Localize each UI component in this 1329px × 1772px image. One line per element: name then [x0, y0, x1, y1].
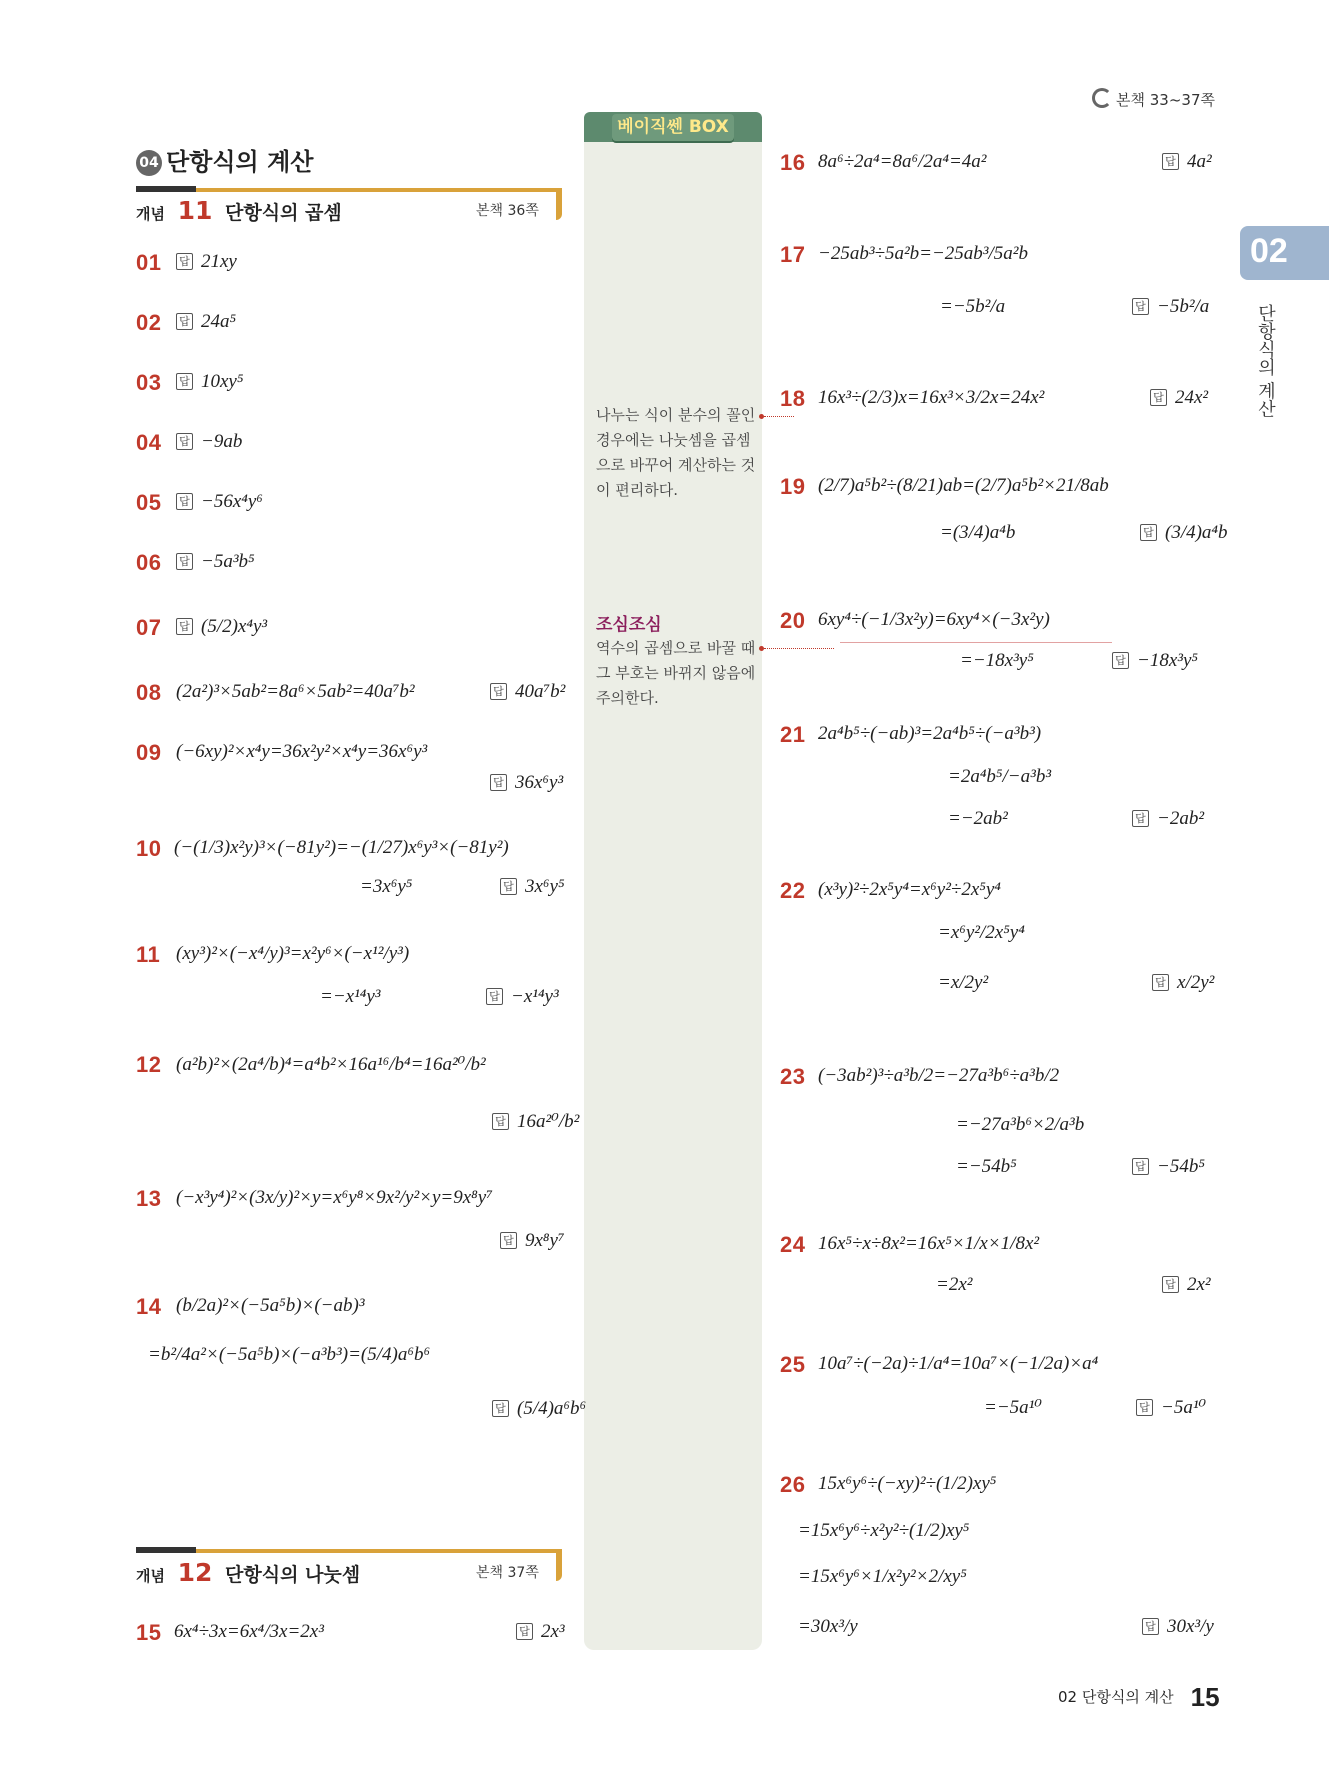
- answer-icon: [492, 1400, 509, 1417]
- answer-icon: [490, 683, 507, 700]
- problem-number: 25: [780, 1352, 806, 1377]
- problem-number: 08: [136, 680, 162, 705]
- ref-icon: [1092, 88, 1112, 108]
- problem-number: 05: [136, 490, 162, 515]
- answer-icon: [492, 1113, 509, 1130]
- section-badge: 04: [136, 150, 162, 176]
- answer-icon: [1112, 652, 1129, 669]
- answer-icon: [176, 313, 193, 330]
- answer: 답 −5a³b⁵: [176, 551, 255, 573]
- concept11-heading: 개념 11 단항식의 곱셈: [136, 196, 342, 225]
- solution: (−3ab²)³÷a³b/2=−27a³b⁶÷a³b/2: [818, 1065, 1060, 1086]
- basic-box-note1: 나누는 식이 분수의 꼴인 경우에는 나눗셈을 곱셈으로 바꾸어 계산하는 것이 편리하다.: [596, 406, 756, 499]
- solution-step: =15x⁶y⁶÷x²y²÷(1/2)xy⁵: [798, 1520, 970, 1541]
- problem-number: 14: [136, 1294, 162, 1319]
- solution-step: =2a⁴b⁵/−a³b³: [948, 766, 1052, 787]
- concept11-bar-gold: [196, 188, 560, 192]
- answer: 답 −5b²/a: [1132, 296, 1209, 318]
- answer: 답16a²⁰/b²: [492, 1110, 579, 1133]
- problem-number: 20: [780, 608, 806, 633]
- solution-step: =x⁶y²/2x⁵y⁴: [938, 922, 1025, 943]
- answer: 답 2x²: [1162, 1274, 1211, 1296]
- problem-number: 06: [136, 550, 162, 575]
- problem-number: 22: [780, 878, 806, 903]
- solution-step: =−x¹⁴y³: [320, 986, 381, 1007]
- solution: 16x⁵÷x÷8x²=16x⁵×1/x×1/8x²: [818, 1233, 1040, 1254]
- basic-box-note2: 역수의 곱셈으로 바꿀 때 그 부호는 바뀌지 않음에 주의한다.: [596, 639, 756, 707]
- answer: 답 3x⁶y⁵: [500, 876, 565, 898]
- page-number: 15: [1190, 1682, 1220, 1712]
- solution: 8a⁶÷2a⁴=8a⁶/2a⁴=4a²: [818, 151, 987, 172]
- chapter-tab-title: 단항식의 계산: [1255, 304, 1276, 418]
- footer: [1058, 1682, 1220, 1713]
- answer: 답9x⁸y⁷: [500, 1230, 565, 1252]
- solution: 2a⁴b⁵÷(−ab)³=2a⁴b⁵÷(−a³b³): [818, 723, 1042, 744]
- section-title: 04 단항식의 계산: [136, 142, 313, 177]
- problem-number: 04: [136, 430, 162, 455]
- solution: (a²b)²×(2a⁴/b)⁴=a⁴b²×16a¹⁶/b⁴=16a²⁰/b²: [176, 1054, 486, 1075]
- solution-step: =2x²: [936, 1274, 973, 1295]
- solution-step: =30x³/y: [798, 1616, 858, 1637]
- solution: 6x⁴÷3x=6x⁴/3x=2x³: [174, 1621, 324, 1642]
- answer-icon: [176, 553, 193, 570]
- problem-number: 11: [136, 942, 161, 967]
- basic-box: [584, 120, 762, 1650]
- problem-number: 02: [136, 310, 162, 335]
- answer-icon: [176, 253, 193, 270]
- answer: 답 30x³/y: [1142, 1616, 1214, 1638]
- problem-number: 10: [136, 836, 162, 861]
- solution: 15x⁶y⁶÷(−xy)²÷(1/2)xy⁵: [818, 1473, 997, 1494]
- solution: (xy³)²×(−x⁴/y)³=x²y⁶×(−x¹²/y³): [176, 943, 410, 964]
- answer: 답 x/2y²: [1152, 972, 1214, 994]
- solution: (−(1/3)x²y)³×(−81y²)=−(1/27)x⁶y³×(−81y²): [174, 837, 509, 858]
- solution: 10a⁷÷(−2a)÷1/a⁴=10a⁷×(−1/2a)×a⁴: [818, 1353, 1099, 1374]
- solution: 6xy⁴÷(−1/3x²y)=6xy⁴×(−3x²y): [818, 609, 1050, 630]
- answer-icon: [490, 774, 507, 791]
- answer-icon: [1142, 1618, 1159, 1635]
- solution: (−x³y⁴)²×(3x/y)²×y=x⁶y⁸×9x²/y²×y=9x⁸y⁷: [176, 1187, 493, 1208]
- solution-step: =−2ab²: [948, 808, 1008, 829]
- solution-step: =−18x³y⁵: [960, 650, 1034, 671]
- answer: 답 −5a¹⁰: [1136, 1396, 1206, 1419]
- solution-step: =3x⁶y⁵: [360, 876, 413, 897]
- concept11-bar: [136, 186, 196, 192]
- problem-number: 03: [136, 370, 162, 395]
- answer: 답 (3/4)a⁴b: [1140, 522, 1228, 544]
- problem-number: 23: [780, 1064, 806, 1089]
- concept11-ref: 본책 36쪽: [476, 203, 539, 219]
- solution: (2/7)a⁵b²÷(8/21)ab=(2/7)a⁵b²×21/8ab: [818, 475, 1109, 496]
- basic-box-title: 베이직쎈 BOX: [612, 114, 734, 141]
- solution-step: =−27a³b⁶×2/a³b: [956, 1114, 1085, 1135]
- answer: 답 24x²: [1150, 387, 1208, 409]
- answer: 답 −18x³y⁵: [1112, 650, 1198, 672]
- answer: 답 21xy: [176, 251, 237, 273]
- answer-icon: [1132, 810, 1149, 827]
- problem-number: 09: [136, 740, 162, 765]
- problem-number: 18: [780, 386, 806, 411]
- solution-step: =−54b⁵: [956, 1156, 1017, 1177]
- answer: 답 −9ab: [176, 431, 242, 453]
- answer: 답 −56x⁴y⁶: [176, 491, 263, 513]
- solution-step: =x/2y²: [938, 972, 989, 993]
- problem-number: 24: [780, 1232, 806, 1257]
- problem-number: 16: [780, 150, 806, 175]
- problem-number: 26: [780, 1472, 806, 1497]
- answer: 답 40a⁷b²: [490, 681, 565, 703]
- solution: (2a²)³×5ab²=8a⁶×5ab²=40a⁷b²: [176, 681, 415, 702]
- solution: (−6xy)²×x⁴y=36x²y²×x⁴y=36x⁶y³: [176, 741, 428, 762]
- answer-icon: [1162, 153, 1179, 170]
- answer-icon: [1136, 1399, 1153, 1416]
- problem-number: 17: [780, 242, 806, 267]
- answer: 답(5/4)a⁶b⁶: [492, 1398, 586, 1420]
- caution-title: 조심조심: [596, 615, 662, 635]
- answer: 답 24a⁵: [176, 311, 236, 333]
- solution-step: =b²/4a²×(−5a⁵b)×(−a³b³)=(5/4)a⁶b⁶: [148, 1344, 431, 1365]
- problem-number: 19: [780, 474, 806, 499]
- problem-number: 07: [136, 615, 162, 640]
- solution: (x³y)²÷2x⁵y⁴=x⁶y²÷2x⁵y⁴: [818, 879, 1001, 900]
- answer: 답 −2ab²: [1132, 808, 1204, 830]
- concept12-ref: 본책 37쪽: [476, 1565, 539, 1581]
- solution-step: =(3/4)a⁴b: [940, 522, 1016, 543]
- answer-icon: [176, 493, 193, 510]
- concept12-heading: 개념 12 단항식의 나눗셈: [136, 1558, 361, 1587]
- answer-icon: [176, 373, 193, 390]
- problem-number: 21: [780, 722, 806, 747]
- solution-step: =−5b²/a: [940, 296, 1006, 317]
- answer-icon: [1152, 974, 1169, 991]
- answer: 답 4a²: [1162, 151, 1212, 173]
- problem-number: 12: [136, 1052, 162, 1077]
- answer-icon: [176, 433, 193, 450]
- answer-icon: [176, 618, 193, 635]
- answer-icon: [516, 1623, 533, 1640]
- chapter-tab-number: 02: [1250, 232, 1288, 270]
- answer: 답 −x¹⁴y³: [486, 986, 559, 1008]
- answer-icon: [1162, 1276, 1179, 1293]
- answer-icon: [1132, 298, 1149, 315]
- answer-icon: [1150, 389, 1167, 406]
- solution: −25ab³÷5a²b=−25ab³/5a²b: [818, 243, 1028, 264]
- solution-step: =−5a¹⁰: [984, 1397, 1042, 1418]
- footer-title: 02 단항식의 계산: [1058, 1688, 1174, 1706]
- answer: 답36x⁶y³: [490, 772, 563, 794]
- problem-number: 01: [136, 250, 162, 275]
- solution: (b/2a)²×(−5a⁵b)×(−ab)³: [176, 1295, 365, 1316]
- answer: 답 10xy⁵: [176, 371, 243, 393]
- chapter-tab[interactable]: [1240, 226, 1329, 280]
- problem-number: 15: [136, 1620, 162, 1645]
- header-ref: 본책 33~37쪽: [1092, 88, 1215, 110]
- solution: 16x³÷(2/3)x=16x³×3/2x=24x²: [818, 387, 1045, 408]
- answer-icon: [500, 878, 517, 895]
- solution-step: =15x⁶y⁶×1/x²y²×2/xy⁵: [798, 1566, 967, 1587]
- answer-icon: [1140, 524, 1157, 541]
- problem-number: 13: [136, 1186, 162, 1211]
- concept12-bar: [136, 1547, 196, 1553]
- answer: 답 (5/2)x⁴y³: [176, 616, 267, 638]
- answer-icon: [500, 1232, 517, 1249]
- answer: 답 −54b⁵: [1132, 1156, 1205, 1178]
- answer-icon: [1132, 1158, 1149, 1175]
- answer: 답 2x³: [516, 1621, 565, 1643]
- answer-icon: [486, 988, 503, 1005]
